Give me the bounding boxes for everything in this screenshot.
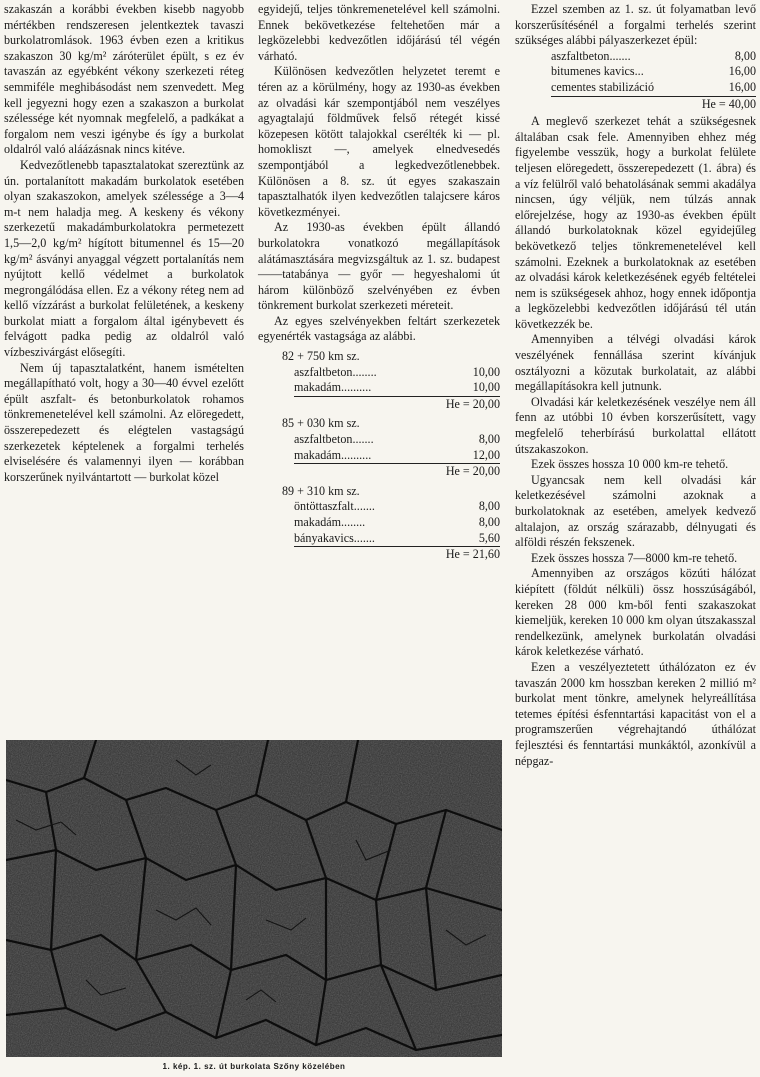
leader-dots: ....... [609,48,631,63]
layer-name: bitumenes kavics [551,64,635,79]
paragraph: Kedvezőtlenebb tapasztalatokat szereztünk az ún. portalanított makadám burkolatok esetében olyan szakaszokon, amelyek szélessége a 3—4 m-t nem haladja meg. A keskeny és vékony szerkezetű makadámburkolatokra permetezett 1,5—2,0 kg/m² hígított bitumennel és 15—20 kg/m² ásványi anyaggal végzett portalanítás nem nyújtott kellő védelmet a burkolatok megrongálódása ellen. Ez a vékony réteg nem ad kellő vízzárást a burkolat felületének, a keskeny burkolat miatt a forgalom által igénybevett és felvágott padka pedig az oldalról való vízbeszivárgást elősegíti. [4,157,244,360]
leader-dots: .......... [341,380,372,395]
paragraph: egyidejű, teljes tönkremenetelével kell számolni. Ennek bekövetkezése feltehetően már a legközelebbi kedvezőtlen időjárású tél végén várható. [258,2,500,63]
pavement-table [515,49,756,112]
layer-value: 10,00 [472,364,500,379]
leader-dots: ....... [353,499,375,514]
layer-name: bányakavics [294,530,354,545]
table-row [294,380,500,397]
paragraph: Különösen kedvezőtlen helyzetet teremt e téren az a körülmény, hogy az 1930-as években az olvadási kár szempontjából nem veszélyes agyagtalajú földművek felső rétegét kissé közepesen kötött talajokkal cserélték ki — pl. homokliszt —, amelyek elnedvesedés szempontjából a legkedvezőtlenebbek. Különösen a 8. sz. út egyes szakaszain tapasztalhatók ilyen kedvezőtlen talajcsere káros következményei. [258,64,500,219]
layer-name: makadám [294,380,342,395]
leader-dots: ........ [352,364,377,379]
leader-dots: ........ [341,515,366,529]
column-1 [4,2,244,485]
table-row [551,80,756,97]
table-row [294,365,500,381]
layer-value: 16,00 [728,64,756,79]
paragraph: Ezek összes hossza 10 000 km-re tehető. [531,457,729,472]
section-head: 89 + 310 km sz. [282,483,360,498]
paragraph: Olvadási kár keletkezésének veszélye nem áll fenn az utóbbi 10 évben korszerűsített, vagy megfelelő teherbírású burkolattal ellátott útszakaszokon. [515,394,756,456]
layer-value: 16,00 [728,79,756,94]
total-value: He = 21,60 [445,547,500,562]
layer-value: 12,00 [472,447,500,462]
crack-pattern [6,740,502,1057]
table-row [294,531,500,548]
paragraph: Amennyiben a télvégi olvadási károk veszélyének fennállása szerint kívánjuk osztályozni a közutak burkolatait, az alábbi megállapításokra kell jutnunk. [515,332,756,394]
total-value: He = 20,00 [445,396,500,411]
section-group [258,349,500,412]
table-row [294,432,500,448]
table-row [551,49,756,65]
table-row [294,515,500,531]
total-value: He = 20,00 [445,464,500,479]
leader-dots: ....... [352,432,374,447]
leader-dots: ....... [353,530,375,545]
layer-name: aszfaltbeton [294,364,353,379]
section-group [258,484,500,563]
paragraph: szakaszán a korábbi években kisebb nagyobb mértékben rendszeresen jelentkeztek tavaszi burkolatromlások. 1963 évben ezen a kritikus szakaszon 30 kg/m² záróterület épült, s ez év tavaszán az egyébként vékony szerkezeti réteg semmiféle meghibásodást nem szenvedett. Meg kell jegyezni hogy ezen a szakaszon a burkolat szélessége két nyomnak megfelelő, a padkákat a forgalom nem veszi igénybe és így a burkolat oldalról való aláázásnak nincs kitéve. [4,2,244,157]
layer-name: makadám [294,447,342,462]
column-3 [515,2,756,769]
paragraph: Ezen a veszélyeztetett úthálózaton ez év tavaszán 2000 km hosszban kereken 2 millió m² burkolat ment tönkre, amelynek helyreállítása tetemes építési ésfenntartási kapacitást von el a programszerűen végrehajtandó úthálózat fejlesztési és fenntartási munkáktól, azonkívül a népgaz- [515,659,756,768]
section-head: 82 + 750 km sz. [282,349,360,364]
paragraph: Az 1930-as években épült állandó burkolatokra vonatkozó megállapítások alátámasztására megvizsgáltuk az 1. sz. budapest——tatabánya — győr — hegyeshalomi út három különböző szelvényében ez évben tönkrement burkolat szerkezeti méreteit. [258,220,500,313]
figure-caption: 1. kép. 1. sz. út burkolata Szőny közelében [162,1062,346,1071]
section-group [258,416,500,479]
section-head: 85 + 030 km sz. [282,416,360,431]
paragraph: Ugyancsak nem kell olvadási kár keletkezésével számolni azoknak a burkolatoknak az esetében, amelyek kedvező altalajon, az ország szárazabb, délnyugati és alföldi részén fekszenek. [515,472,756,550]
table-row [294,499,500,515]
paragraph: Ezek összes hossza 7—8000 km-re tehető. [531,550,738,565]
column-2 [258,2,500,565]
paragraph: Amennyiben az országos közúti hálózat kiépített (földút nélküli) össz hosszúságából, kereken 28 000 km-ből fenti szakaszokat kiemeljük, kereken 10 000 km olyan útszakasszal rendelkezünk, amelynek burkolatán olvadási károk keletkezése várható. [515,566,756,659]
layer-name: makadám [294,515,342,529]
layer-name: öntöttaszfalt [294,499,354,514]
layer-name: cementes stabilizáció [551,79,655,94]
paragraph: A meglevő szerkezet tehát a szükségesnek általában csak fele. Amennyiben ehhez még figyelembe vesszük, hogy a burkolat felülete teljesen elöregedett, összerepedezett (1. ábra) és a víz felülről való behatolásának semmi akadálya nincsen, úgy véljük, nem túlzás annak előrejelzése, hogy az 1930-as években épült állandó burkolatoknak közel egyidejűleg bekövetkező teljes tönkremenetelével kell számolni. Ezeknek a burkolatoknak az esetében az olvadási károk keletkezésének egyéb feltételei nem is szükségesek ahhoz, hogy ennek időpontja a legközelebbi kedvezőtlen időjárású tél után következzék be. [515,114,756,331]
table-row [551,64,756,80]
layer-value: 5,60 [478,530,500,545]
layer-value: 8,00 [478,499,500,514]
layer-name: aszfaltbeton [294,432,353,447]
paragraph: Az egyes szelvényekben feltárt szerkezetek egyenérték vastagsága az alábbi. [258,313,500,344]
layer-name: aszfaltbeton [551,48,610,63]
cracked-asphalt-photo [6,740,502,1057]
leader-dots: ... [634,64,644,79]
leader-dots: .......... [341,447,372,462]
thickness-table [258,349,500,563]
total-value: He = 40,00 [701,96,756,111]
layer-value: 8,00 [478,515,500,529]
layer-value: 8,00 [478,432,500,447]
layer-value: 10,00 [472,380,500,395]
paragraph: Nem új tapasztalatként, hanem ismételten megállapítható volt, hogy a 30—40 évvel ezelőtt épült aszfalt- és betonburkolatok rohamos tönkremenetelével kell számolni. Az elöregedett, összerepedezett és elégtelen vastagságú szerkezetek képtelenek a forgalmi terhelés elviselésére és valamennyi ilyen — korábban korszerűnek nyilvántartott — burkolat közel [4,360,244,484]
table-row [294,448,500,465]
layer-value: 8,00 [734,48,756,63]
paragraph: Ezzel szemben az 1. sz. út folyamatban levő korszerűsítésénél a forgalmi terhelés szerint szükséges alábbi pályaszerkezet épül: [515,2,756,48]
